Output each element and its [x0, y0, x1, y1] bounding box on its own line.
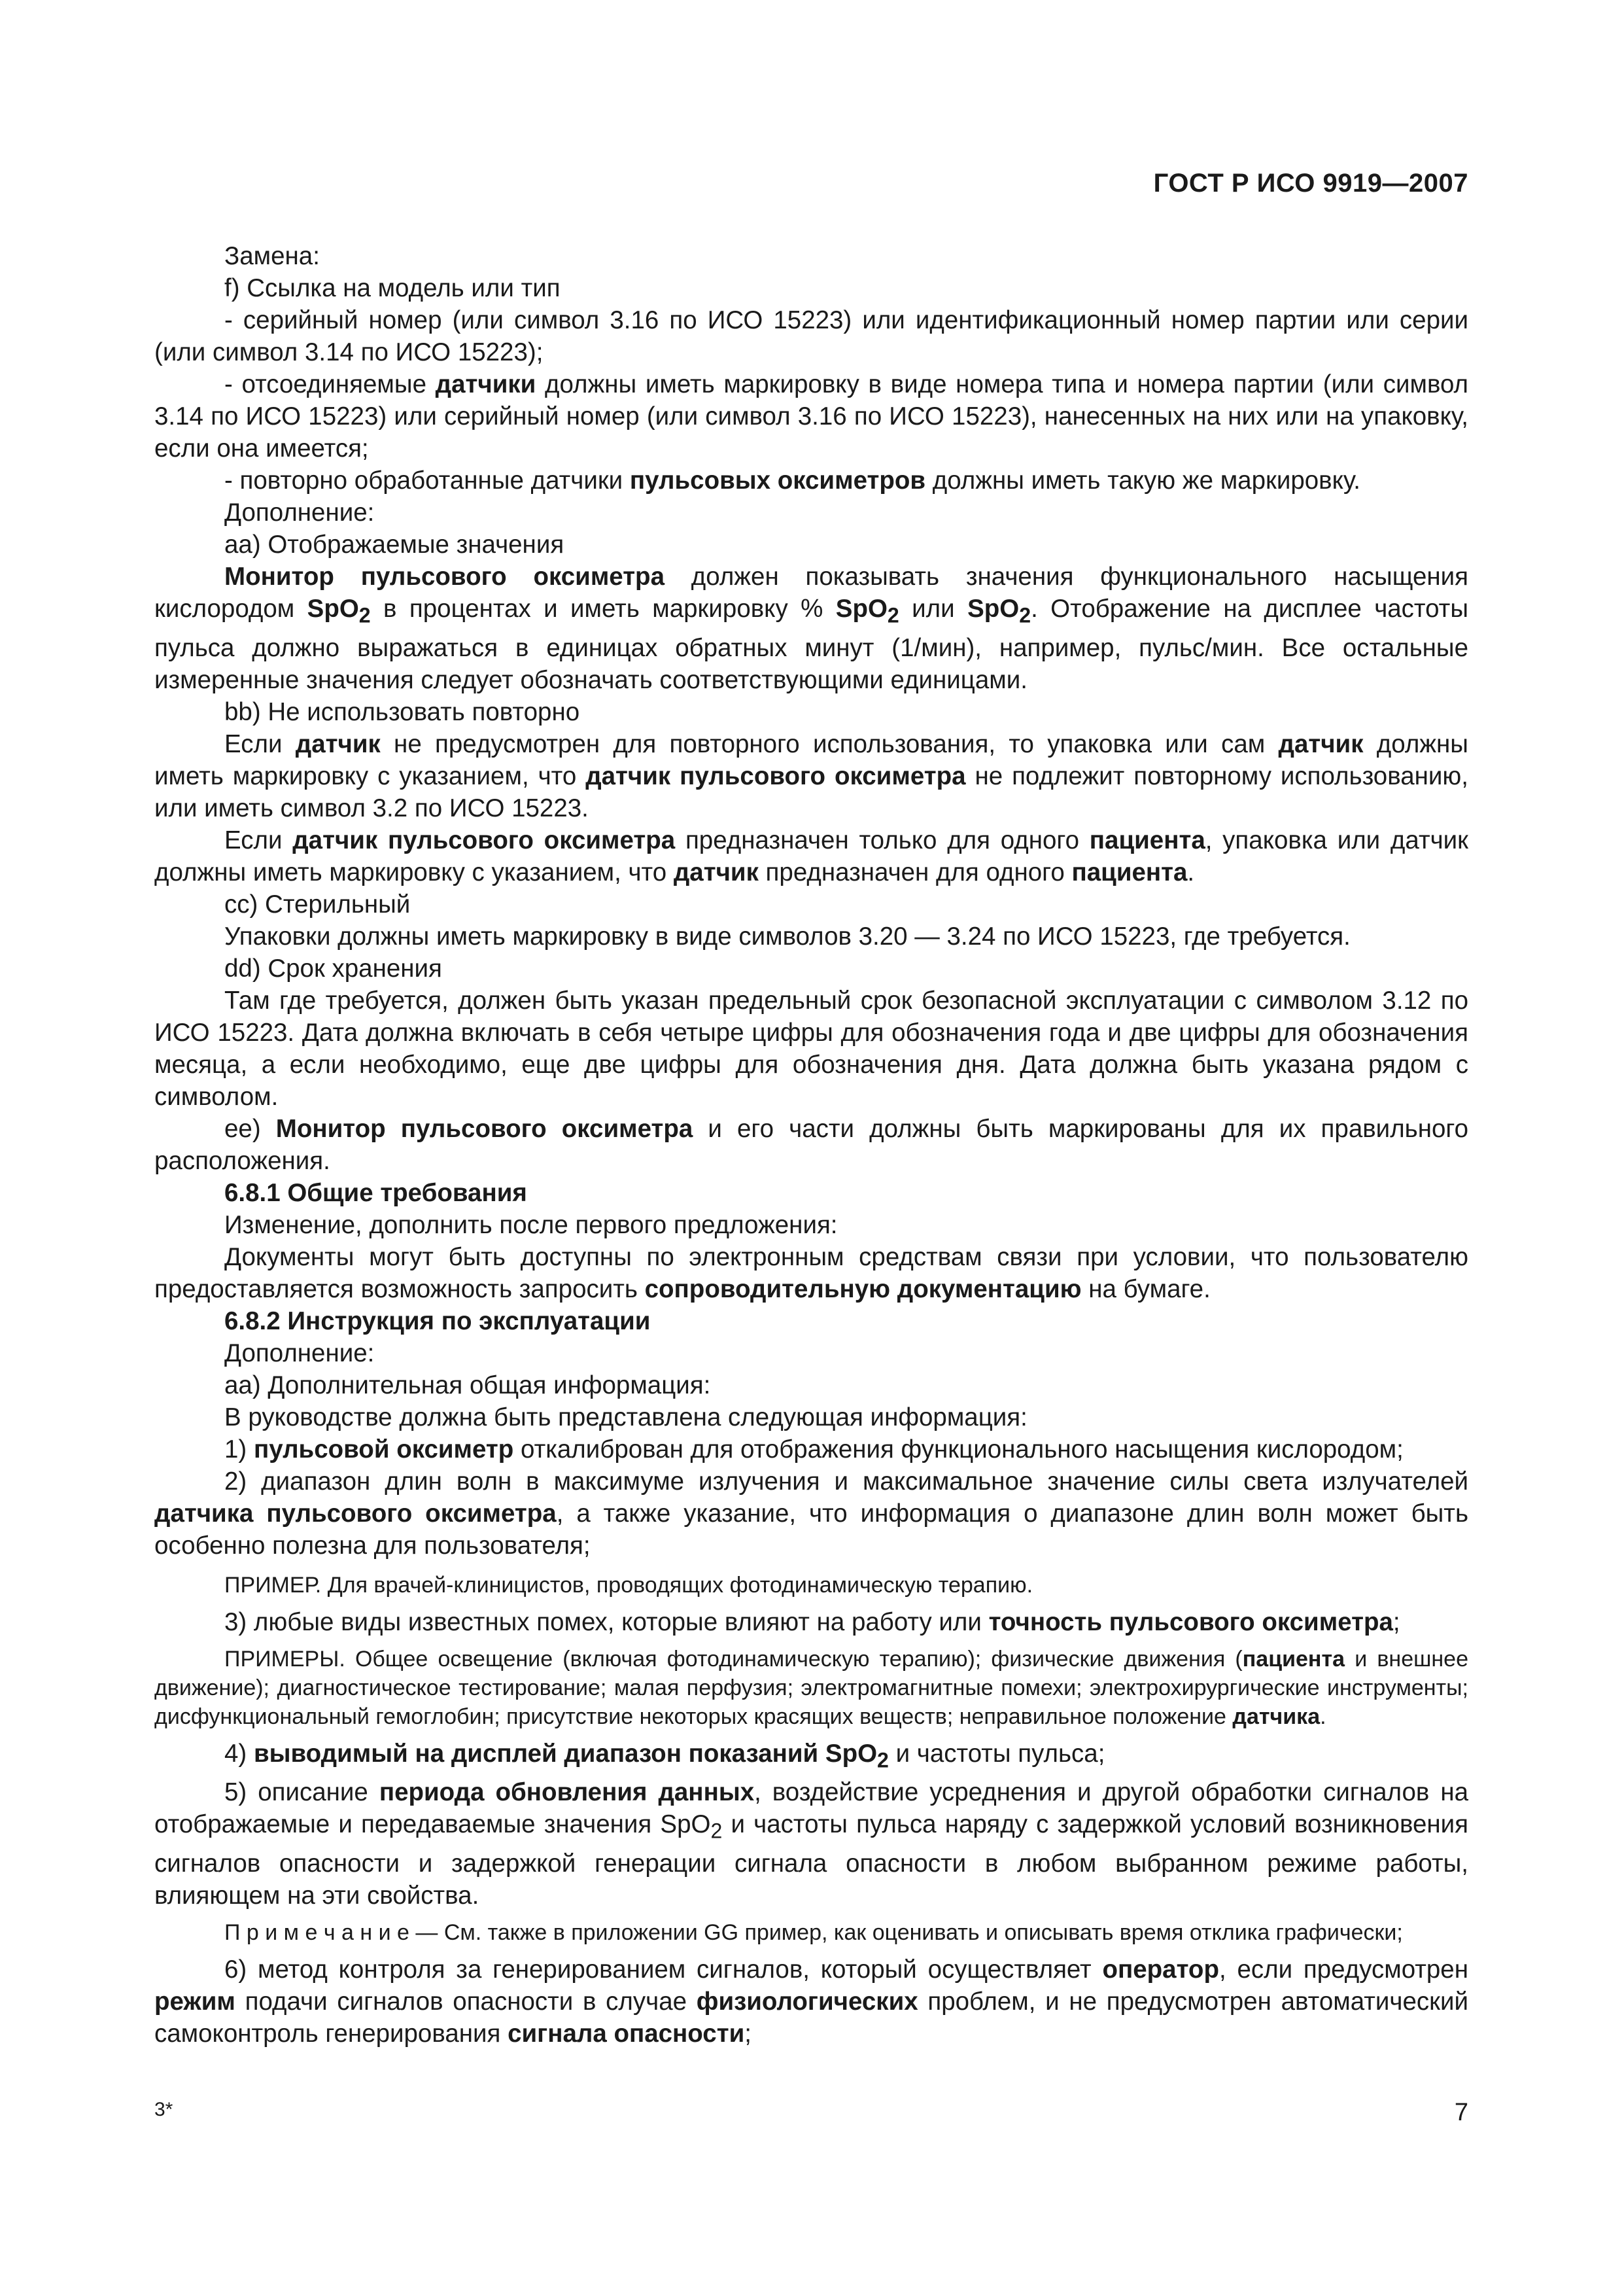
list-item [154, 1465, 1468, 1562]
term: режим [154, 1988, 235, 2016]
note: П р и м е ч а н и е — См. также в приложении GG пример, как оценивать и описывать время отклика графически; [224, 1920, 1403, 1946]
text-run: предназначен только для одного [675, 826, 1090, 854]
paragraph [154, 1113, 1468, 1177]
subscript: 2 [358, 603, 371, 627]
text-run: не предусмотрен для повторного использования, то упаковка или сам [380, 729, 1279, 758]
subscript: 2 [1019, 603, 1031, 627]
text-run: Если [224, 826, 293, 854]
term: Монитор пульсового оксиметра [224, 563, 665, 591]
paragraph [154, 1241, 1468, 1305]
paragraph: В руководстве должна быть представлена следующая информация: [224, 1403, 1028, 1431]
term: периода обновления данных [379, 1778, 755, 1807]
list-item [154, 1606, 1468, 1638]
paragraph: aa) Отображаемые значения [224, 531, 564, 559]
list-item [154, 1433, 1468, 1465]
list-item [154, 1776, 1468, 1912]
paragraph: Изменение, дополнить после первого предложения: [224, 1210, 838, 1239]
section-heading-text: 6.8.1 Общие требования [224, 1178, 527, 1207]
text-run: . Отображение на дисплее частоты пульса должно выражаться в единицах обратных минут (1/мин), например, пульс/мин. Все остальные измеренные значения следует обозначать соответствующими единицами. [154, 595, 1468, 694]
term-text: SpO [307, 595, 359, 623]
text-run: и частоты пульса; [888, 1739, 1105, 1768]
text-run: откалиброван для отображения функционального насыщения кислородом; [513, 1435, 1404, 1463]
paragraph [154, 824, 1468, 888]
text-run: 6) метод контроля за генерированием сигналов, который осуществляет [224, 1955, 1103, 1984]
subscript: 2 [710, 1819, 723, 1844]
text-run: не подлежит повторному использованию, или иметь символ 3.2 по ИСО 15223. [154, 762, 1468, 822]
paragraph [154, 368, 1468, 464]
examples-note [154, 1645, 1468, 1731]
subscript: 2 [887, 603, 899, 627]
text-run: , а также указание, что информация о диапазоне длин волн может быть особенно полезна для пользователя; [154, 1499, 1468, 1560]
term-text: выводимый на дисплей диапазон показаний SpO [253, 1739, 878, 1768]
term: сопроводительную документацию [644, 1274, 1082, 1303]
term: датчик пульсового оксиметра [292, 826, 676, 854]
document-designation: ГОСТ Р ИСО 9919—2007 [1153, 169, 1468, 198]
term-text: SpO [835, 595, 888, 623]
text-run: на бумаге. [1081, 1274, 1211, 1303]
text-run: ПРИМЕРЫ. Общее освещение (включая фотодинамическую терапию); физические движения ( [224, 1646, 1243, 1672]
term [835, 595, 899, 627]
paragraph: Там где требуется, должен быть указан предельный срок безопасной эксплуатации с символом 3.12 по ИСО 15223. Дата должна включать в себя четыре цифры для обозначения года и две цифры для обозначения месяца, а если необходимо, еще две цифры для обозначения дня. Дата должна быть указана рядом с символом. [154, 986, 1468, 1111]
text-run: - отсоединяемые [224, 370, 436, 398]
term: датчик [1278, 729, 1364, 758]
text-run: и частоты пульса наряду с задержкой условий возникновения сигналов опасности и задержкой генерации сигнала опасности в любом выбранном режиме работы, влияющем на эти свойства. [154, 1810, 1468, 1910]
text-run: ее) [224, 1114, 276, 1143]
text-run: . [1187, 858, 1195, 886]
term: Монитор пульсового оксиметра [275, 1114, 693, 1143]
text-run: должны иметь такую же маркировку. [925, 466, 1360, 495]
term: пациента [1089, 826, 1205, 854]
text-run: подачи сигналов опасности в случае [235, 1988, 697, 2016]
term [967, 595, 1031, 627]
paragraph: cc) Стерильный [224, 890, 411, 919]
term: пациента [1242, 1646, 1345, 1672]
paragraph [154, 561, 1468, 696]
term: пациента [1071, 858, 1188, 886]
text-run: Если [224, 729, 296, 758]
text-run: ; [1392, 1607, 1400, 1636]
text-run: , если предусмотрен [1218, 1955, 1468, 1984]
term: оператор [1102, 1955, 1219, 1984]
text-run: и его части должны быть маркированы для их правильного расположения. [154, 1114, 1468, 1175]
list-item [154, 1953, 1468, 2050]
text-run: 3) любые виды известных помех, которые влияют на работу или [224, 1607, 989, 1636]
text-run: 2) диапазон длин волн в максимуме излучения и максимальное значение силы света излучателей [224, 1467, 1468, 1496]
section-heading [154, 1305, 1468, 1337]
term: датчика [1232, 1704, 1321, 1729]
text-run: . [1320, 1704, 1326, 1729]
text-run: Документы могут быть доступны по электронным средствам связи при условии, что пользователю предоставляется возможность запросить [154, 1242, 1468, 1303]
term-text: SpO [967, 595, 1020, 623]
paragraph: Замена: [224, 242, 320, 270]
sheet-mark: 3* [154, 2099, 173, 2120]
text-run: ; [744, 2020, 752, 2048]
paragraph: f) Ссылка на модель или тип [224, 274, 561, 302]
text-run: должны иметь маркировку в виде номера типа и номера партии (или символ 3.14 по ИСО 15223) или серийный номер (или символ 3.16 по ИСО 15223), нанесенных на них или на упаковку, если она имеется; [154, 370, 1469, 463]
paragraph [154, 728, 1468, 824]
list-item [154, 1738, 1468, 1777]
text-run: 5) описание [224, 1778, 379, 1807]
term: датчик [295, 729, 381, 758]
text-run: проблем, и не предусмотрен автоматический самоконтроль генерирования [154, 1988, 1468, 2048]
term: датчики [435, 370, 536, 398]
paragraph: Упаковки должны иметь маркировку в виде символов 3.20 — 3.24 по ИСО 15223, где требуется. [224, 922, 1351, 951]
term [253, 1739, 889, 1772]
text-run: должны иметь маркировку с указанием, что [154, 729, 1468, 790]
text-run: должен показывать значения функционального насыщения кислородом [154, 563, 1468, 623]
example-note: ПРИМЕР. Для врачей-клиницистов, проводящих фотодинамическую терапию. [224, 1572, 1033, 1598]
text-run: предназначен для одного [758, 858, 1072, 886]
paragraph: Дополнение: [224, 499, 375, 527]
page-number: 7 [1454, 2099, 1468, 2126]
section-heading-text: 6.8.2 Инструкция по эксплуатации [224, 1306, 651, 1335]
text-run: , воздействие усреднения и другой обработки сигналов на отображаемые и передаваемые значения SpO [154, 1778, 1469, 1839]
paragraph: Дополнение: [224, 1339, 375, 1367]
text-run: - повторно обработанные датчики [224, 466, 630, 495]
text-run: или [899, 595, 968, 623]
subscript: 2 [877, 1748, 889, 1772]
term: пульсовых оксиметров [629, 466, 926, 495]
text-run: 4) [224, 1739, 254, 1768]
section-heading [154, 1177, 1468, 1209]
paragraph: dd) Срок хранения [224, 954, 442, 983]
paragraph [154, 464, 1468, 497]
term: точность пульсового оксиметра [988, 1607, 1393, 1636]
term: датчик [673, 858, 759, 886]
text-run: в процентах и иметь маркировку % [370, 595, 836, 623]
term [307, 595, 371, 627]
paragraph: bb) Не использовать повторно [224, 697, 580, 726]
term: физиологических [696, 1988, 918, 2016]
term: датчика пульсового оксиметра [154, 1499, 557, 1528]
text-run: и внешнее движение); диагностическое тестирование; малая перфузия; электромагнитные помехи; электрохирургические инструменты; дисфункциональный гемоглобин; присутствие некоторых красящих веществ; неправильное положение [154, 1646, 1468, 1729]
document-body [154, 240, 1468, 2050]
text-run: , упаковка или датчик должны иметь маркировку с указанием, что [154, 826, 1468, 886]
paragraph: aa) Дополнительная общая информация: [224, 1371, 711, 1399]
text-run: 1) [224, 1435, 254, 1463]
paragraph: - серийный номер (или символ 3.16 по ИСО 15223) или идентификационный номер партии или серии (или символ 3.14 по ИСО 15223); [154, 306, 1468, 366]
term: датчик пульсового оксиметра [585, 762, 966, 790]
term: пульсовой оксиметр [253, 1435, 514, 1463]
term: сигнала опасности [508, 2020, 745, 2048]
